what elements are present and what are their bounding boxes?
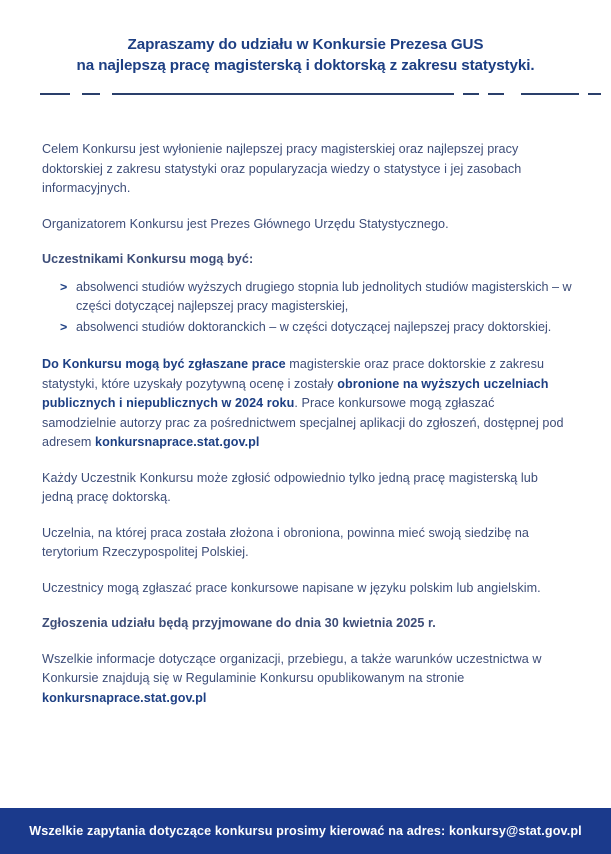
paragraph-language: Uczestnicy mogą zgłaszać prace konkursowe napisane w języku polskim lub angielskim. [42,580,541,595]
divider-dash [82,93,100,96]
regulations-url[interactable]: konkursnaprace.stat.gov.pl [42,690,207,705]
participants-heading: Uczestnikami Konkursu mogą być: [42,252,254,266]
paragraph-regulations [42,650,572,709]
paragraph-eligible-works [42,355,572,453]
divider-dash [488,93,504,96]
body-content [42,140,572,724]
list-item [60,318,572,338]
divider-dash [112,93,454,96]
eligible-works-text-1: magisterskie oraz prace doktorskie z zakresu statystyki, które uzyskały pozytywną ocenę i zostały [42,357,545,391]
chevron-right-icon: > [60,279,68,294]
footer-contact-text: Wszelkie zapytania dotyczące konkursu prosimy kierować na adres: konkursy@stat.gov.pl [29,824,582,838]
divider-dash [40,93,70,96]
eligible-works-bold-1: Do Konkursu mogą być zgłaszane prace [42,357,286,371]
participants-list [42,278,572,338]
regulations-text: Wszelkie informacje dotyczące organizacji, przebiegu, a także warunków uczestnictwa w Konkursie znajdują się w Regulaminie Konkursu opublikowanym na stronie [42,651,542,685]
footer-bar [0,808,611,854]
paragraph-one-entry: Każdy Uczestnik Konkursu może zgłosić odpowiednio tylko jedną pracę magisterską lub jedną pracę doktorską. [42,470,538,504]
list-item-label: absolwenci studiów doktoranckich – w części dotyczącej najlepszej pracy doktorskiej. [76,319,552,334]
paragraph-university-location: Uczelnia, na której praca została złożona i obroniona, powinna mieć swoją siedzibę na terytorium Rzeczypospolitej Polskiej. [42,525,529,559]
title-line-2: na najlepszą pracę magisterską i doktorską z zakresu statystyki. [76,57,535,74]
eligible-works-text-2: . Prace konkursowe mogą zgłaszać samodzielnie autorzy prac za pośrednictwem specjalnej aplikacji do zgłoszeń, dostępnej pod adresem [42,396,564,449]
divider-dash [588,93,601,96]
chevron-right-icon: > [60,319,68,334]
submission-url-1[interactable]: konkursnaprace.stat.gov.pl [95,435,260,449]
divider-dash [521,93,579,96]
eligible-works-bold-2: obronione na wyższych uczelniach publicznych i niepublicznych w 2024 roku [42,376,549,410]
title-line-1: Zapraszamy do udziału w Konkursie Prezesa GUS [127,36,484,53]
divider-dash [463,93,479,96]
paragraph-deadline: Zgłoszenia udziału będą przyjmowane do dnia 30 kwietnia 2025 r. [42,616,436,630]
page-title [0,0,611,76]
decorative-divider [40,92,571,96]
list-item [60,278,572,317]
list-item-label: absolwenci studiów wyższych drugiego stopnia lub jednolitych studiów magisterskich – w części dotyczącej najlepszej pracy magisterskiej, [76,279,572,313]
paragraph-purpose: Celem Konkursu jest wyłonienie najlepszej pracy magisterskiej oraz najlepszej pracy doktorskiej z zakresu statystyki oraz popularyzacja wiedzy o statystyce i jej zasobach informacyjnych. [42,142,522,195]
paragraph-organizer: Organizatorem Konkursu jest Prezes Głównego Urzędu Statystycznego. [42,216,449,231]
